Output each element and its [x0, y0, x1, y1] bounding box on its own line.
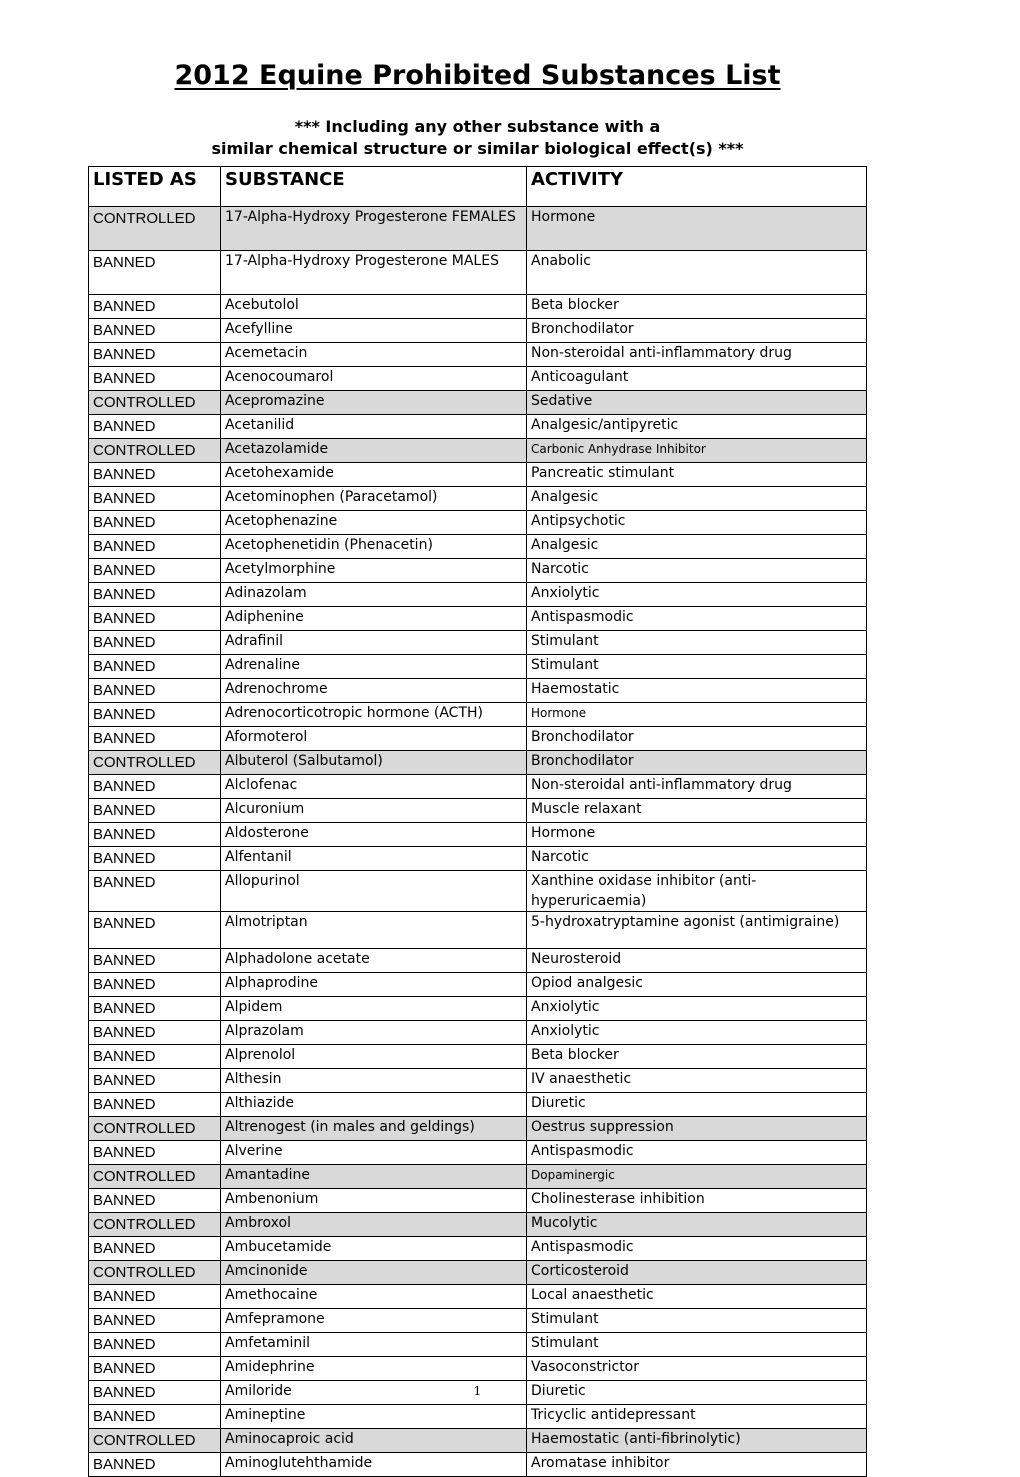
cell-listed-as: BANNED — [89, 535, 221, 559]
table-row — [89, 1309, 867, 1333]
header-activity: ACTIVITY — [527, 167, 867, 207]
cell-listed-as: BANNED — [89, 1189, 221, 1213]
table-row — [89, 1021, 867, 1045]
cell-listed-as: BANNED — [89, 295, 221, 319]
cell-substance: Amcinonide — [221, 1261, 527, 1285]
table-row — [89, 207, 867, 251]
table-row — [89, 1165, 867, 1189]
table-row — [89, 655, 867, 679]
table-row — [89, 997, 867, 1021]
cell-activity: Xanthine oxidase inhibitor (anti-hyperuricaemia) — [527, 871, 867, 912]
cell-activity: Antispasmodic — [527, 1237, 867, 1261]
cell-listed-as: BANNED — [89, 1045, 221, 1069]
table-row — [89, 1141, 867, 1165]
cell-substance: Alprenolol — [221, 1045, 527, 1069]
cell-substance: Acetophenetidin (Phenacetin) — [221, 535, 527, 559]
cell-listed-as: BANNED — [89, 1333, 221, 1357]
cell-listed-as: BANNED — [89, 1285, 221, 1309]
table-row — [89, 1189, 867, 1213]
cell-substance: 17-Alpha-Hydroxy Progesterone MALES — [221, 251, 527, 295]
table-row — [89, 463, 867, 487]
cell-substance: Almotriptan — [221, 912, 527, 949]
cell-substance: Acetominophen (Paracetamol) — [221, 487, 527, 511]
cell-listed-as: BANNED — [89, 655, 221, 679]
cell-substance: Amfetaminil — [221, 1333, 527, 1357]
cell-listed-as: BANNED — [89, 511, 221, 535]
cell-listed-as: BANNED — [89, 415, 221, 439]
cell-substance: Alphaprodine — [221, 973, 527, 997]
table-row — [89, 1453, 867, 1477]
table-row — [89, 751, 867, 775]
table-row — [89, 1429, 867, 1453]
table-row — [89, 1069, 867, 1093]
cell-substance: Alcuronium — [221, 799, 527, 823]
cell-activity: Haemostatic (anti-fibrinolytic) — [527, 1429, 867, 1453]
table-row — [89, 559, 867, 583]
substances-table — [88, 166, 867, 1477]
cell-substance: Acebutolol — [221, 295, 527, 319]
header-listed-as: LISTED AS — [89, 167, 221, 207]
cell-substance: Adinazolam — [221, 583, 527, 607]
cell-substance: Alprazolam — [221, 1021, 527, 1045]
cell-activity: Mucolytic — [527, 1213, 867, 1237]
cell-substance: Acemetacin — [221, 343, 527, 367]
cell-activity: Bronchodilator — [527, 727, 867, 751]
cell-substance: Aldosterone — [221, 823, 527, 847]
cell-listed-as: BANNED — [89, 949, 221, 973]
cell-listed-as: BANNED — [89, 631, 221, 655]
cell-listed-as: CONTROLLED — [89, 1429, 221, 1453]
cell-listed-as: BANNED — [89, 487, 221, 511]
cell-substance: Acetophenazine — [221, 511, 527, 535]
cell-substance: Acetanilid — [221, 415, 527, 439]
cell-activity: Beta blocker — [527, 295, 867, 319]
cell-activity: Analgesic — [527, 535, 867, 559]
cell-listed-as: BANNED — [89, 463, 221, 487]
cell-activity: Antispasmodic — [527, 1141, 867, 1165]
table-row — [89, 679, 867, 703]
cell-listed-as: CONTROLLED — [89, 439, 221, 463]
cell-listed-as: CONTROLLED — [89, 1261, 221, 1285]
table-row — [89, 775, 867, 799]
cell-substance: Amiloride — [221, 1381, 527, 1405]
cell-activity: Local anaesthetic — [527, 1285, 867, 1309]
page-title: 2012 Equine Prohibited Substances List — [174, 60, 781, 91]
cell-listed-as: BANNED — [89, 559, 221, 583]
cell-listed-as: BANNED — [89, 319, 221, 343]
cell-listed-as: BANNED — [89, 823, 221, 847]
cell-activity: Bronchodilator — [527, 319, 867, 343]
cell-activity: Analgesic/antipyretic — [527, 415, 867, 439]
cell-listed-as: BANNED — [89, 1453, 221, 1477]
table-row — [89, 1045, 867, 1069]
cell-listed-as: CONTROLLED — [89, 1117, 221, 1141]
table-row — [89, 487, 867, 511]
table-row — [89, 703, 867, 727]
cell-substance: Amantadine — [221, 1165, 527, 1189]
cell-activity: Pancreatic stimulant — [527, 463, 867, 487]
cell-substance: Amineptine — [221, 1405, 527, 1429]
table-row — [89, 583, 867, 607]
cell-activity: Dopaminergic — [527, 1165, 867, 1189]
table-row — [89, 973, 867, 997]
cell-substance: Ambenonium — [221, 1189, 527, 1213]
cell-listed-as: BANNED — [89, 847, 221, 871]
cell-activity: Analgesic — [527, 487, 867, 511]
cell-substance: Acetylmorphine — [221, 559, 527, 583]
table-row — [89, 251, 867, 295]
cell-activity: Anxiolytic — [527, 1021, 867, 1045]
cell-listed-as: CONTROLLED — [89, 1213, 221, 1237]
cell-substance: Altrenogest (in males and geldings) — [221, 1117, 527, 1141]
cell-listed-as: BANNED — [89, 703, 221, 727]
cell-substance: Ambroxol — [221, 1213, 527, 1237]
cell-substance: Alclofenac — [221, 775, 527, 799]
table-row — [89, 1357, 867, 1381]
cell-activity: Opiod analgesic — [527, 973, 867, 997]
cell-activity: Narcotic — [527, 847, 867, 871]
subtitle-line-2: similar chemical structure or similar biological effect(s) *** — [211, 139, 744, 158]
cell-substance: Adrenocorticotropic hormone (ACTH) — [221, 703, 527, 727]
table-row — [89, 727, 867, 751]
cell-substance: Acenocoumarol — [221, 367, 527, 391]
cell-substance: Acepromazine — [221, 391, 527, 415]
cell-activity: Sedative — [527, 391, 867, 415]
table-row — [89, 847, 867, 871]
table-row — [89, 631, 867, 655]
cell-substance: Aminoglutehthamide — [221, 1453, 527, 1477]
cell-listed-as: BANNED — [89, 367, 221, 391]
cell-listed-as: BANNED — [89, 799, 221, 823]
cell-activity: Cholinesterase inhibition — [527, 1189, 867, 1213]
cell-listed-as: BANNED — [89, 727, 221, 751]
table-header-row — [89, 167, 867, 207]
cell-substance: Albuterol (Salbutamol) — [221, 751, 527, 775]
table-row — [89, 799, 867, 823]
cell-substance: Alverine — [221, 1141, 527, 1165]
table-row — [89, 823, 867, 847]
subtitle-line-1: *** Including any other substance with a — [294, 117, 661, 136]
cell-activity: Hormone — [527, 823, 867, 847]
cell-listed-as: BANNED — [89, 343, 221, 367]
cell-activity: Stimulant — [527, 1333, 867, 1357]
table-row — [89, 1261, 867, 1285]
cell-listed-as: BANNED — [89, 997, 221, 1021]
cell-listed-as: CONTROLLED — [89, 751, 221, 775]
cell-activity: 5-hydroxatryptamine agonist (antimigraine) — [527, 912, 867, 949]
cell-activity: Muscle relaxant — [527, 799, 867, 823]
cell-activity: Haemostatic — [527, 679, 867, 703]
cell-activity: Anticoagulant — [527, 367, 867, 391]
cell-listed-as: BANNED — [89, 251, 221, 295]
cell-substance: Althiazide — [221, 1093, 527, 1117]
cell-activity: Vasoconstrictor — [527, 1357, 867, 1381]
cell-listed-as: BANNED — [89, 1381, 221, 1405]
cell-substance: Alfentanil — [221, 847, 527, 871]
cell-activity: Anabolic — [527, 251, 867, 295]
cell-activity: Non-steroidal anti-inflammatory drug — [527, 775, 867, 799]
table-row — [89, 367, 867, 391]
cell-activity: Diuretic — [527, 1093, 867, 1117]
cell-listed-as: BANNED — [89, 1093, 221, 1117]
table-row — [89, 1213, 867, 1237]
cell-listed-as: BANNED — [89, 583, 221, 607]
cell-activity: Non-steroidal anti-inflammatory drug — [527, 343, 867, 367]
table-body — [89, 207, 867, 1477]
cell-activity: IV anaesthetic — [527, 1069, 867, 1093]
cell-listed-as: BANNED — [89, 775, 221, 799]
cell-activity: Antipsychotic — [527, 511, 867, 535]
table-row — [89, 535, 867, 559]
table-row — [89, 1405, 867, 1429]
cell-substance: Aminocaproic acid — [221, 1429, 527, 1453]
table-row — [89, 871, 867, 912]
cell-listed-as: BANNED — [89, 912, 221, 949]
cell-activity: Bronchodilator — [527, 751, 867, 775]
table-row — [89, 1285, 867, 1309]
cell-substance: Acetohexamide — [221, 463, 527, 487]
table-row — [89, 415, 867, 439]
cell-listed-as: BANNED — [89, 1141, 221, 1165]
cell-activity: Stimulant — [527, 631, 867, 655]
cell-substance: Alpidem — [221, 997, 527, 1021]
cell-substance: Althesin — [221, 1069, 527, 1093]
cell-listed-as: CONTROLLED — [89, 391, 221, 415]
cell-activity: Narcotic — [527, 559, 867, 583]
table-row — [89, 1093, 867, 1117]
cell-activity: Antispasmodic — [527, 607, 867, 631]
page-number: 1 — [473, 1384, 482, 1398]
cell-substance: Alphadolone acetate — [221, 949, 527, 973]
cell-substance: 17-Alpha-Hydroxy Progesterone FEMALES — [221, 207, 527, 251]
cell-activity: Aromatase inhibitor — [527, 1453, 867, 1477]
cell-listed-as: BANNED — [89, 679, 221, 703]
cell-activity: Tricyclic antidepressant — [527, 1405, 867, 1429]
cell-substance: Amfepramone — [221, 1309, 527, 1333]
cell-substance: Adiphenine — [221, 607, 527, 631]
table-row — [89, 949, 867, 973]
cell-listed-as: BANNED — [89, 973, 221, 997]
cell-listed-as: CONTROLLED — [89, 1165, 221, 1189]
cell-substance: Aformoterol — [221, 727, 527, 751]
cell-substance: Ambucetamide — [221, 1237, 527, 1261]
table-row — [89, 391, 867, 415]
table-row — [89, 511, 867, 535]
cell-activity: Oestrus suppression — [527, 1117, 867, 1141]
cell-activity: Diuretic — [527, 1381, 867, 1405]
table-row — [89, 319, 867, 343]
cell-activity: Hormone — [527, 207, 867, 251]
cell-listed-as: BANNED — [89, 1405, 221, 1429]
cell-listed-as: BANNED — [89, 1357, 221, 1381]
cell-activity: Stimulant — [527, 1309, 867, 1333]
cell-substance: Acetazolamide — [221, 439, 527, 463]
cell-activity: Hormone — [527, 703, 867, 727]
cell-listed-as: CONTROLLED — [89, 207, 221, 251]
cell-substance: Adrafinil — [221, 631, 527, 655]
cell-substance: Amidephrine — [221, 1357, 527, 1381]
cell-listed-as: BANNED — [89, 871, 221, 912]
table-row — [89, 1333, 867, 1357]
cell-activity: Anxiolytic — [527, 997, 867, 1021]
cell-activity: Neurosteroid — [527, 949, 867, 973]
table-row — [89, 1117, 867, 1141]
cell-activity: Beta blocker — [527, 1045, 867, 1069]
table-row — [89, 295, 867, 319]
header-substance: SUBSTANCE — [221, 167, 527, 207]
cell-activity: Corticosteroid — [527, 1261, 867, 1285]
cell-listed-as: BANNED — [89, 1021, 221, 1045]
cell-listed-as: BANNED — [89, 1309, 221, 1333]
table-row — [89, 1237, 867, 1261]
table-row — [89, 607, 867, 631]
cell-activity: Anxiolytic — [527, 583, 867, 607]
cell-listed-as: BANNED — [89, 1069, 221, 1093]
cell-substance: Acefylline — [221, 319, 527, 343]
table-row — [89, 439, 867, 463]
cell-substance: Adrenochrome — [221, 679, 527, 703]
cell-listed-as: BANNED — [89, 607, 221, 631]
cell-activity: Stimulant — [527, 655, 867, 679]
cell-substance: Amethocaine — [221, 1285, 527, 1309]
table-row — [89, 912, 867, 949]
cell-substance: Adrenaline — [221, 655, 527, 679]
cell-listed-as: BANNED — [89, 1237, 221, 1261]
cell-substance: Allopurinol — [221, 871, 527, 912]
table-row — [89, 343, 867, 367]
cell-activity: Carbonic Anhydrase Inhibitor — [527, 439, 867, 463]
